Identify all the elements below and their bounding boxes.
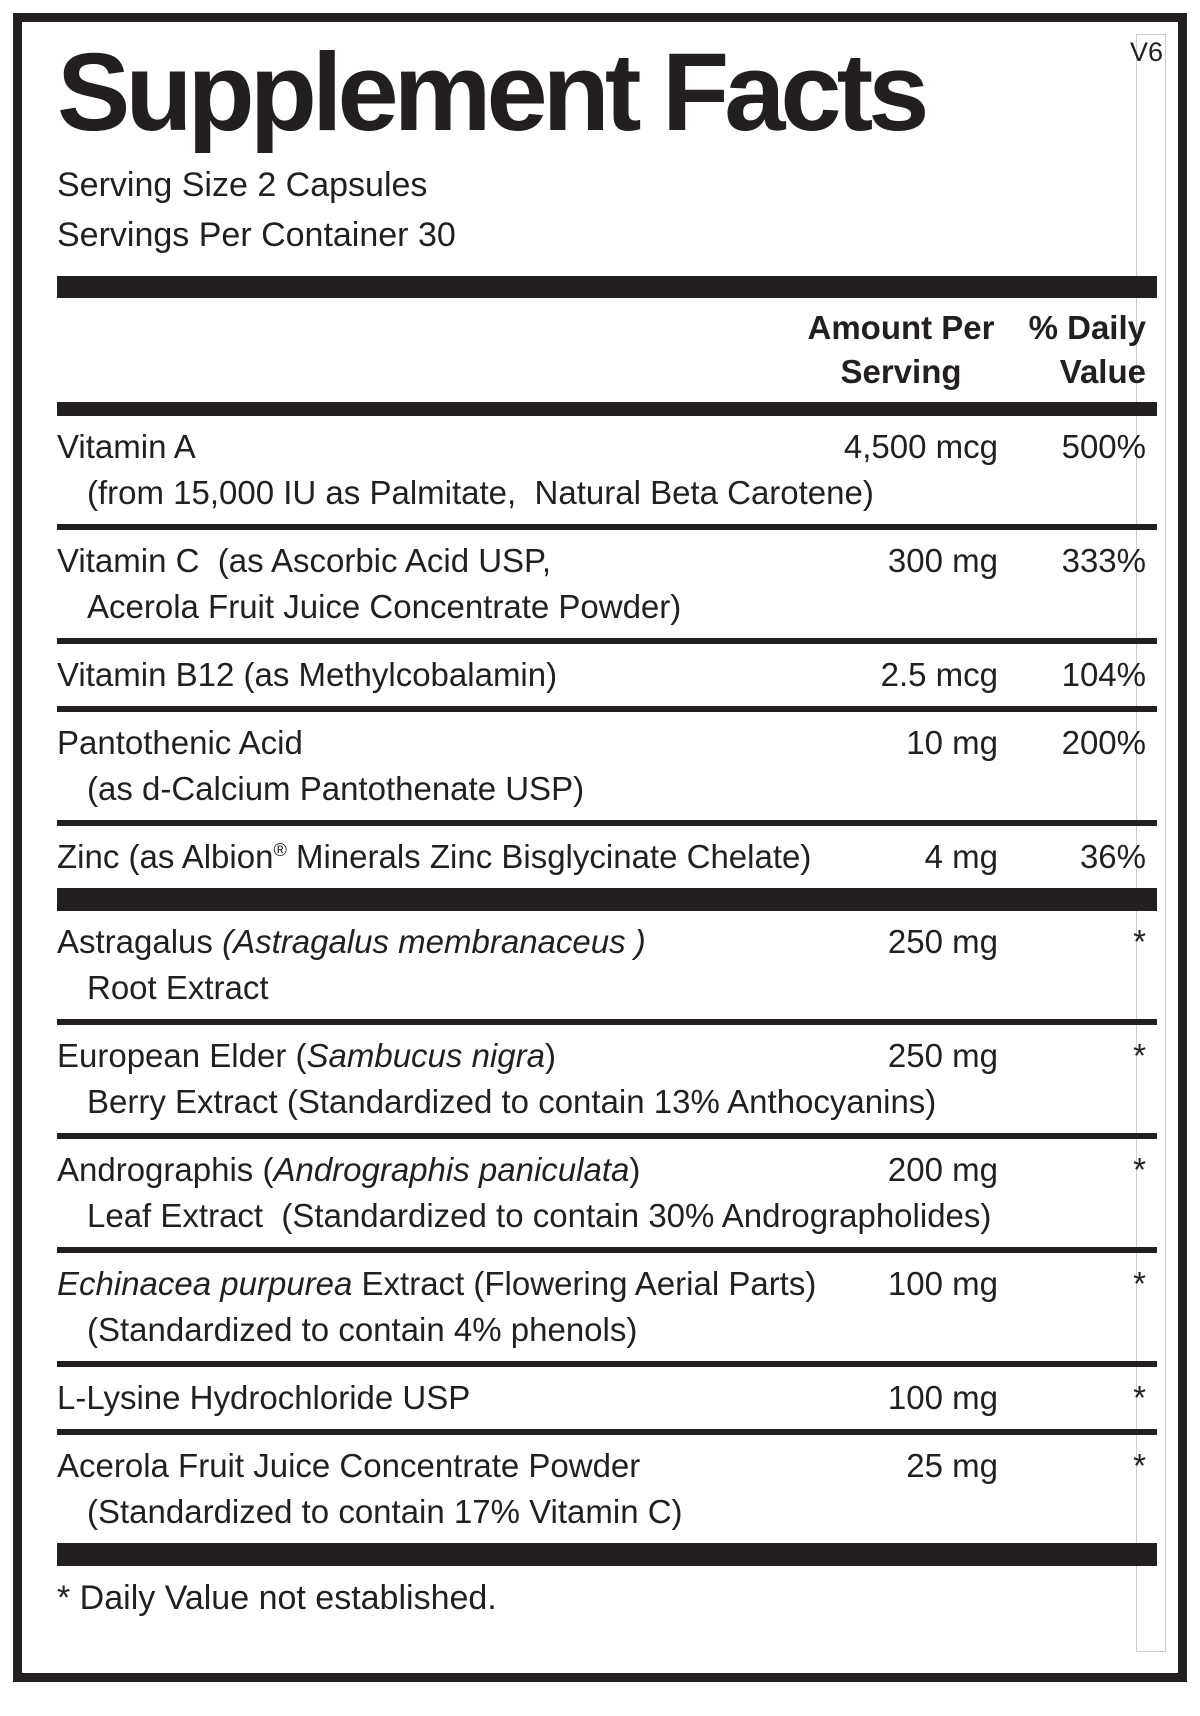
- divider-bar-header: [57, 402, 1157, 416]
- ingredient-name-line2: Berry Extract (Standardized to contain 13% Anthocyanins): [87, 1083, 937, 1120]
- column-header-dv-line2: Value: [1059, 353, 1146, 390]
- amount-per-serving-value: 10 mg: [906, 724, 998, 761]
- ingredient-name: [57, 1033, 833, 1079]
- table-row: [57, 826, 1157, 888]
- table-row: [57, 644, 1157, 706]
- name-text: Vitamin C (as Ascorbic Acid USP,: [57, 542, 551, 579]
- daily-value-percent: *: [1133, 1037, 1146, 1074]
- serving-size: Serving Size 2 Capsules: [57, 166, 428, 204]
- column-header-amount-line2: Serving: [840, 353, 962, 390]
- amount-per-serving-value: 250 mg: [887, 923, 998, 960]
- amount-per-serving-value: 300 mg: [887, 542, 998, 579]
- latin-name: Sambucus nigra: [306, 1037, 545, 1074]
- name-text: Vitamin A: [57, 428, 196, 465]
- latin-name: Andrographis paniculata: [273, 1151, 630, 1188]
- ingredient-name-line2: (from 15,000 IU as Palmitate, Natural Beta Carotene): [87, 474, 874, 511]
- table-row: [57, 1139, 1157, 1193]
- ingredient-name-line2: Leaf Extract (Standardized to contain 30% Andrographolides): [87, 1197, 992, 1234]
- daily-value-percent: *: [1133, 1265, 1146, 1302]
- name-text: Pantothenic Acid: [57, 724, 303, 761]
- daily-value-percent: *: [1133, 1151, 1146, 1188]
- column-header-amount: [794, 306, 1008, 394]
- ingredient-name: [57, 1147, 833, 1193]
- ingredient-name: [57, 1443, 833, 1489]
- name-text: L-Lysine Hydrochloride USP: [57, 1379, 471, 1416]
- daily-value-percent: 36%: [1079, 838, 1146, 875]
- panel-content: [57, 22, 1157, 1619]
- amount-per-serving-value: 100 mg: [887, 1265, 998, 1302]
- ingredient-name: [57, 1375, 833, 1421]
- name-text: Minerals Zinc Bisglycinate Chelate): [286, 838, 812, 875]
- amount-per-serving-value: 100 mg: [887, 1379, 998, 1416]
- table-header-row: [57, 298, 1157, 402]
- column-header-dv: [1008, 306, 1146, 394]
- daily-value-percent: *: [1133, 1379, 1146, 1416]
- table-row: [57, 1025, 1157, 1079]
- amount-per-serving-value: 4 mg: [924, 838, 998, 875]
- name-text: Astragalus: [57, 923, 223, 960]
- ingredient-name-line2: (as d-Calcium Pantothenate USP): [87, 770, 585, 807]
- ingredient-name-line2: (Standardized to contain 4% phenols): [87, 1311, 638, 1348]
- page-title: Supplement Facts: [57, 31, 925, 154]
- name-text: Acerola Fruit Juice Concentrate Powder: [57, 1447, 641, 1484]
- latin-name: Echinacea purpurea: [57, 1265, 353, 1302]
- name-text: Andrographis (: [57, 1151, 274, 1188]
- version-tag: V6: [1129, 37, 1163, 67]
- amount-per-serving-value: 200 mg: [887, 1151, 998, 1188]
- table-row: [57, 712, 1157, 766]
- section-divider-thick: [57, 888, 1157, 911]
- ingredient-name: [57, 1261, 833, 1307]
- name-text: ): [544, 1037, 556, 1074]
- ingredient-name: [57, 919, 833, 965]
- ingredient-table: [57, 416, 1157, 1543]
- name-text: ): [629, 1151, 641, 1188]
- name-text: Extract (Flowering Aerial Parts): [352, 1265, 817, 1302]
- daily-value-footnote: * Daily Value not established.: [57, 1579, 497, 1617]
- daily-value-percent: 104%: [1061, 656, 1146, 693]
- ingredient-name: [57, 720, 833, 766]
- column-header-dv-line1: % Daily: [1028, 309, 1146, 346]
- ingredient-name: [57, 538, 833, 584]
- name-text: Zinc (as Albion: [57, 838, 274, 875]
- daily-value-percent: *: [1133, 923, 1146, 960]
- ingredient-name-line2: Acerola Fruit Juice Concentrate Powder): [87, 588, 682, 625]
- name-text: Vitamin B12 (as Methylcobalamin): [57, 656, 558, 693]
- daily-value-percent: *: [1133, 1447, 1146, 1484]
- ingredient-name: [57, 424, 833, 470]
- column-header-amount-line1: Amount Per: [807, 309, 995, 346]
- ingredient-name: [57, 652, 833, 698]
- servings-per-container: Servings Per Container 30: [57, 216, 456, 254]
- supplement-facts-panel: [13, 13, 1187, 1682]
- latin-name: (Astragalus membranaceus ): [222, 923, 646, 960]
- daily-value-percent: 500%: [1061, 428, 1146, 465]
- table-row: [57, 911, 1157, 965]
- divider-bar-top: [57, 276, 1157, 298]
- amount-per-serving-value: 250 mg: [887, 1037, 998, 1074]
- ingredient-name-line2: Root Extract: [87, 969, 269, 1006]
- divider-bar-bottom: [57, 1543, 1157, 1566]
- amount-per-serving-value: 4,500 mcg: [843, 428, 998, 465]
- table-row: [57, 530, 1157, 584]
- daily-value-percent: 333%: [1061, 542, 1146, 579]
- amount-per-serving-value: 25 mg: [906, 1447, 998, 1484]
- registered-trademark-symbol: ®: [273, 840, 287, 860]
- ingredient-name-line2: (Standardized to contain 17% Vitamin C): [87, 1493, 683, 1530]
- table-row: [57, 416, 1157, 470]
- name-text: European Elder (: [57, 1037, 307, 1074]
- table-row: [57, 1367, 1157, 1429]
- amount-per-serving-value: 2.5 mcg: [880, 656, 998, 693]
- table-row: [57, 1435, 1157, 1489]
- ingredient-name: [57, 834, 833, 880]
- table-row: [57, 1253, 1157, 1307]
- daily-value-percent: 200%: [1061, 724, 1146, 761]
